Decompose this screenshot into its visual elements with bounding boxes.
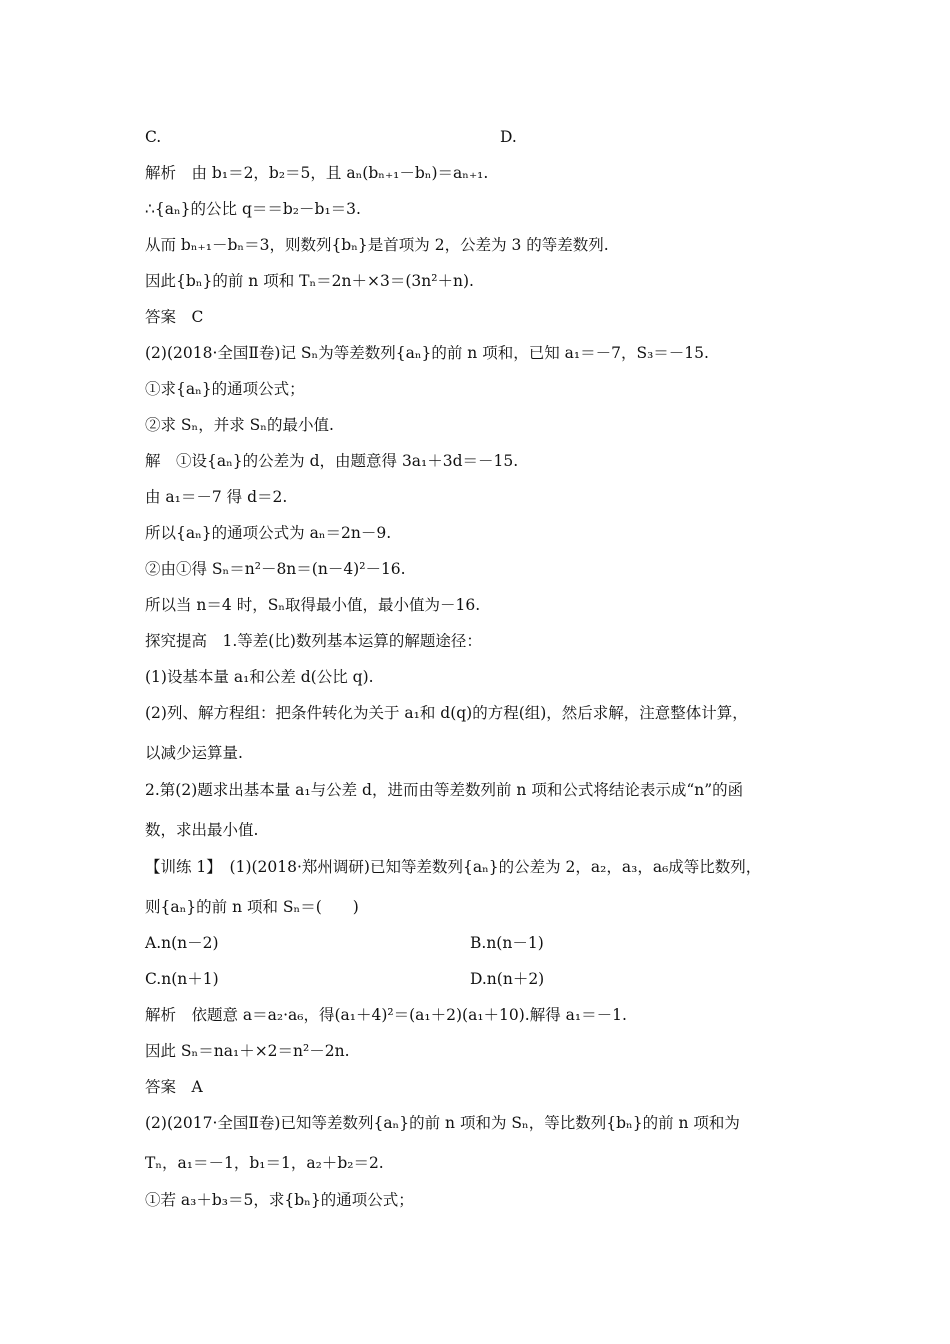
text-line: (2)(2017·全国Ⅱ卷)已知等差数列{aₙ}的前 n 项和为 Sₙ，等比数列{bₙ}的前 n 项和为 [145,1114,740,1132]
text-line: ②求 Sₙ，并求 Sₙ的最小值. [145,416,334,434]
text-line: 则{aₙ}的前 n 项和 Sₙ＝( ) [145,898,359,916]
option-b: B.n(n－1) [470,934,544,952]
text-line: 因此{bₙ}的前 n 项和 Tₙ＝2n＋×3＝(3n²＋n). [145,272,474,290]
text-line: 解析 依题意 a＝a₂·a₆，得(a₁＋4)²＝(a₁＋2)(a₁＋10).解得 a₁＝－1. [145,1006,627,1024]
option-d: D. [500,128,517,146]
text-line: ①若 a₃＋b₃＝5，求{bₙ}的通项公式； [145,1191,414,1209]
text-line: 【训练 1】 (1)(2018·郑州调研)已知等差数列{aₙ}的公差为 2，a₂，a₃，a₆成等比数列， [145,858,762,876]
text-line: 因此 Sₙ＝na₁＋×2＝n²－2n. [145,1042,350,1060]
text-line: 所以当 n＝4 时，Sₙ取得最小值，最小值为－16. [145,596,481,614]
text-line: 解析 由 b₁＝2，b₂＝5，且 aₙ(bₙ₊₁－bₙ)＝aₙ₊₁. [145,164,489,182]
text-line: 探究提高 1.等差(比)数列基本运算的解题途径： [145,632,482,650]
answer-line: 答案 C [145,308,204,326]
text-line: 2.第(2)题求出基本量 a₁与公差 d，进而由等差数列前 n 项和公式将结论表示成“n”的函 [145,781,744,799]
option-c: C.n(n＋1) [145,970,219,988]
text-line: 数，求出最小值. [145,821,259,839]
option-d: D.n(n＋2) [470,970,545,988]
option-line [145,127,815,147]
option-line [145,969,815,989]
text-line: ②由①得 Sₙ＝n²－8n＝(n－4)²－16. [145,560,406,578]
text-line: 由 a₁＝－7 得 d＝2. [145,488,288,506]
text-line: 解 ①设{aₙ}的公差为 d，由题意得 3a₁＋3d＝－15. [145,452,519,470]
text-line: ①求{aₙ}的通项公式； [145,380,305,398]
text-line: (1)设基本量 a₁和公差 d(公比 q). [145,668,374,686]
text-line: Tₙ，a₁＝－1，b₁＝1，a₂＋b₂＝2. [145,1154,384,1172]
answer-line: 答案 A [145,1078,203,1096]
text-line: ∴{aₙ}的公比 q＝＝b₂－b₁＝3. [145,200,361,218]
text-line: 从而 bₙ₊₁－bₙ＝3，则数列{bₙ}是首项为 2，公差为 3 的等差数列. [145,236,609,254]
text-line: (2)列、解方程组：把条件转化为关于 a₁和 d(q)的方程(组)，然后求解，注意整体计算， [145,704,748,722]
option-line [145,933,815,953]
option-c: C. [145,128,162,146]
option-a: A.n(n－2) [145,934,219,952]
text-line: 所以{aₙ}的通项公式为 aₙ＝2n－9. [145,524,392,542]
text-line: 以减少运算量. [145,744,243,762]
text-line: (2)(2018·全国Ⅱ卷)记 Sₙ为等差数列{aₙ}的前 n 项和，已知 a₁＝－7，S₃＝－15. [145,344,709,362]
